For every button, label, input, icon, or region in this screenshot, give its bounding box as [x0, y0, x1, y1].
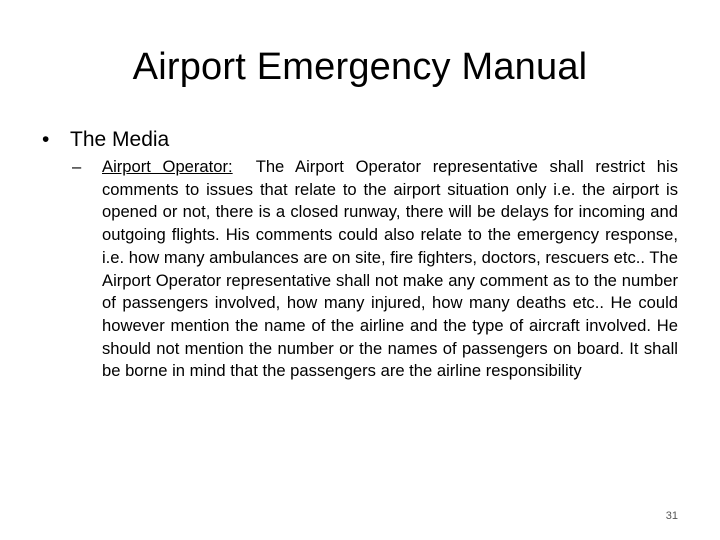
sub-bullet-body	[102, 156, 678, 383]
slide-title: Airport Emergency Manual	[132, 46, 588, 88]
bullet-text: The Media	[70, 128, 170, 151]
page-number: 31	[665, 510, 678, 522]
sub-bullet-text: The Airport Operator representative shall restrict his comments to issues that relate to the airport situation only i.e. the airport is opened or not, there is a closed runway, there will be delays for incoming and outgoing flights. His comments could also relate to the emergency response, i.e. how many ambulances are on site, fire fighters, doctors, rescuers etc.. The Airport Operator representative shall not make any comment as to the number of passengers involved, how many injured, how many deaths etc.. He could however mention the name of the airline and the type of aircraft involved. He should not mention the number or the names of passengers on board. It shall be borne in mind that the passengers are the airline responsibility	[102, 157, 679, 381]
sub-bullet-label: Airport Operator:	[102, 157, 233, 176]
bullet-level-1	[42, 126, 682, 154]
bullet-level-2	[72, 156, 678, 383]
bullet-marker: •	[42, 128, 50, 151]
sub-bullet-marker: –	[72, 157, 82, 176]
